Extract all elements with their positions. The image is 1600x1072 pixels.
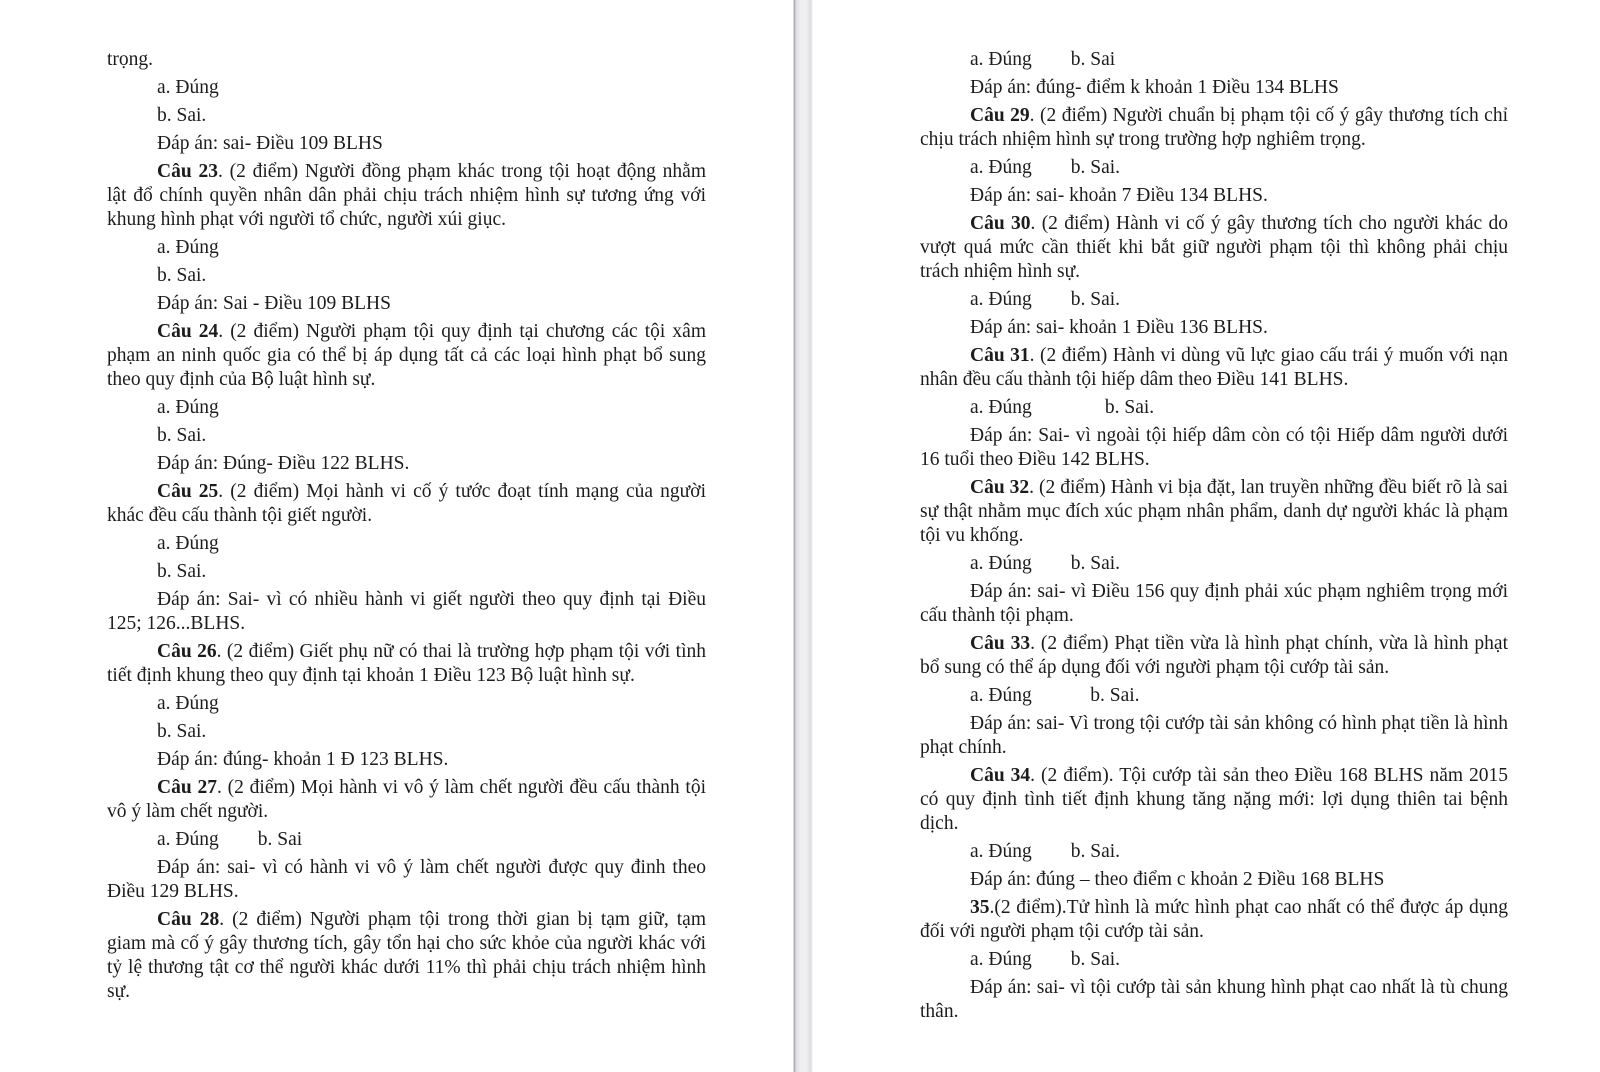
answer-23-text: Đáp án: Sai - Điều 109 BLHS — [157, 293, 391, 314]
page-left — [0, 0, 793, 1072]
option-b-text: b. Sai. — [157, 105, 207, 126]
option-row-ab-text: a. Đúng b. Sai. — [970, 157, 1121, 178]
option-row-ab-text: a. Đúng b. Sai — [970, 49, 1116, 70]
answer-32-text: Đáp án: sai- vì Điều 156 quy định phải xúc phạm nghiêm trọng mới cấu thành tội phạm. — [920, 581, 1508, 626]
option-row-ab — [920, 48, 1508, 72]
question-30-number: Câu 30 — [970, 213, 1031, 234]
answer-33-text: Đáp án: sai- Vì trong tội cướp tài sản không có hình phạt tiền là hình phạt chính. — [920, 713, 1508, 758]
question-23-text: . (2 điểm) Người đồng phạm khác trong tội hoạt động nhằm lật đổ chính quyền nhân dân phải chịu trách nhiệm hình sự tương ứng với khung hình phạt với người tổ chức, người xúi giục. — [107, 161, 706, 230]
option-b — [107, 104, 706, 128]
question-30 — [920, 212, 1508, 284]
question-26-text: . (2 điểm) Giết phụ nữ có thai là trường hợp phạm tội với tình tiết định khung theo quy định tại khoản 1 Điều 123 Bộ luật hình sự. — [107, 641, 706, 686]
question-31 — [920, 344, 1508, 392]
answer-22 — [107, 132, 706, 156]
page-right-content — [920, 48, 1508, 1028]
option-row-ab — [107, 828, 706, 852]
option-row-ab — [920, 552, 1508, 576]
question-24-text: . (2 điểm) Người phạm tội quy định tại chương các tội xâm phạm an ninh quốc gia có thể bị áp dụng tất cả các loại hình phạt bổ sung theo quy định của Bộ luật hình sự. — [107, 321, 706, 390]
question-27-text: . (2 điểm) Mọi hành vi vô ý làm chết người đều cấu thành tội vô ý làm chết người. — [107, 777, 706, 822]
page-gutter-divider — [793, 0, 813, 1072]
question-29-number: Câu 29 — [970, 105, 1030, 126]
option-row-ab — [920, 684, 1508, 708]
question-25 — [107, 480, 706, 528]
question-28-number: Câu 28 — [157, 909, 220, 930]
answer-29 — [920, 184, 1508, 208]
answer-34-text: Đáp án: đúng – theo điểm c khoản 2 Điều 168 BLHS — [970, 869, 1385, 890]
question-31-text: . (2 điểm) Hành vi dùng vũ lực giao cấu trái ý muốn với nạn nhân đều cấu thành tội hiếp dâm theo Điều 141 BLHS. — [920, 345, 1508, 390]
question-28-text: . (2 điểm) Người phạm tội trong thời gian bị tạm giữ, tạm giam mà cố ý gây thương tích, gây tổn hại cho sức khỏe của người khác với tỷ lệ thương tật cơ thể người khác dưới 11% thì phải chịu trách nhiệm hình sự. — [107, 909, 706, 1002]
option-a-text: a. Đúng — [157, 77, 219, 98]
option-a — [107, 76, 706, 100]
answer-32 — [920, 580, 1508, 628]
question-27 — [107, 776, 706, 824]
question-29-text: . (2 điểm) Người chuẩn bị phạm tội cố ý gây thương tích chỉ chịu trách nhiệm hình sự trong trường hợp nghiêm trọng. — [920, 105, 1508, 150]
answer-28-text: Đáp án: đúng- điểm k khoản 1 Điều 134 BLHS — [970, 77, 1339, 98]
answer-22-text: Đáp án: sai- Điều 109 BLHS — [157, 133, 383, 154]
answer-35-text: Đáp án: sai- vì tội cướp tài sản khung hình phạt cao nhất là tù chung thân. — [920, 977, 1508, 1022]
option-b — [107, 424, 706, 448]
question-26 — [107, 640, 706, 688]
option-a-text: a. Đúng — [157, 397, 219, 418]
option-row-ab-text: a. Đúng b. Sai. — [970, 841, 1121, 862]
answer-30-text: Đáp án: sai- khoản 1 Điều 136 BLHS. — [970, 317, 1268, 338]
option-row-ab — [920, 948, 1508, 972]
option-a — [107, 532, 706, 556]
page-left-content — [107, 48, 706, 1008]
question-30-text: . (2 điểm) Hành vi cố ý gây thương tích cho người khác do vượt quá mức cần thiết khi bắt giữ người phạm tội thì không phải chịu trách nhiệm hình sự. — [920, 213, 1508, 282]
answer-31 — [920, 424, 1508, 472]
answer-24-text: Đáp án: Đúng- Điều 122 BLHS. — [157, 453, 410, 474]
question-25-number: Câu 25 — [157, 481, 219, 502]
question-33-text: . (2 điểm) Phạt tiền vừa là hình phạt chính, vừa là hình phạt bổ sung có thể áp dụng đối với người phạm tội cướp tài sản. — [920, 633, 1508, 678]
answer-31-text: Đáp án: Sai- vì ngoài tội hiếp dâm còn có tội Hiếp dâm người dưới 16 tuổi theo Điều 142 BLHS. — [920, 425, 1508, 470]
question-23 — [107, 160, 706, 232]
question-27-number: Câu 27 — [157, 777, 217, 798]
option-b — [107, 720, 706, 744]
option-row-ab — [920, 396, 1508, 420]
question-32 — [920, 476, 1508, 548]
question-34-number: Câu 34 — [970, 765, 1031, 786]
answer-23 — [107, 292, 706, 316]
option-row-ab — [920, 156, 1508, 180]
option-row-ab-text: a. Đúng b. Sai. — [970, 685, 1140, 706]
option-b — [107, 264, 706, 288]
question-29 — [920, 104, 1508, 152]
option-row-ab — [920, 840, 1508, 864]
question-35-text: .(2 điểm).Tử hình là mức hình phạt cao nhất có thể được áp dụng đối với người phạm tội cướp tài sản. — [920, 897, 1508, 942]
option-a — [107, 692, 706, 716]
answer-35 — [920, 976, 1508, 1024]
question-32-number: Câu 32 — [970, 477, 1030, 498]
option-row-ab-text: a. Đúng b. Sai. — [970, 553, 1121, 574]
answer-33 — [920, 712, 1508, 760]
paragraph-continuation — [107, 48, 706, 72]
option-b-text: b. Sai. — [157, 561, 207, 582]
option-row-ab — [920, 288, 1508, 312]
option-row-ab-text: a. Đúng b. Sai. — [970, 949, 1121, 970]
option-a-text: a. Đúng — [157, 693, 219, 714]
answer-26-text: Đáp án: đúng- khoản 1 Đ 123 BLHS. — [157, 749, 449, 770]
question-24-number: Câu 24 — [157, 321, 219, 342]
option-a — [107, 396, 706, 420]
paragraph-continuation-text: trọng. — [107, 49, 154, 70]
answer-26 — [107, 748, 706, 772]
answer-28 — [920, 76, 1508, 100]
page-right — [813, 0, 1600, 1072]
question-35 — [920, 896, 1508, 944]
answer-30 — [920, 316, 1508, 340]
option-a-text: a. Đúng — [157, 237, 219, 258]
answer-24 — [107, 452, 706, 476]
question-24 — [107, 320, 706, 392]
option-row-ab-text: a. Đúng b. Sai — [157, 829, 303, 850]
option-a — [107, 236, 706, 260]
question-33 — [920, 632, 1508, 680]
option-row-ab-text: a. Đúng b. Sai. — [970, 289, 1121, 310]
option-a-text: a. Đúng — [157, 533, 219, 554]
question-28 — [107, 908, 706, 1004]
answer-27-text: Đáp án: sai- vì có hành vi vô ý làm chết người được quy đinh theo Điều 129 BLHS. — [107, 857, 706, 902]
answer-25 — [107, 588, 706, 636]
question-34-text: . (2 điểm). Tội cướp tài sản theo Điều 168 BLHS năm 2015 có quy định tình tiết định khung tăng nặng mới: lợi dụng thiên tai bệnh dịch. — [920, 765, 1508, 834]
option-b-text: b. Sai. — [157, 425, 207, 446]
question-26-number: Câu 26 — [157, 641, 217, 662]
option-b-text: b. Sai. — [157, 265, 207, 286]
option-b-text: b. Sai. — [157, 721, 207, 742]
question-35-number: 35 — [970, 897, 990, 918]
question-33-number: Câu 33 — [970, 633, 1031, 654]
option-b — [107, 560, 706, 584]
answer-25-text: Đáp án: Sai- vì có nhiều hành vi giết người theo quy định tại Điều 125; 126...BLHS. — [107, 589, 706, 634]
question-23-number: Câu 23 — [157, 161, 218, 182]
answer-29-text: Đáp án: sai- khoản 7 Điều 134 BLHS. — [970, 185, 1268, 206]
answer-27 — [107, 856, 706, 904]
option-row-ab-text: a. Đúng b. Sai. — [970, 397, 1155, 418]
question-25-text: . (2 điểm) Mọi hành vi cố ý tước đoạt tính mạng của người khác đều cấu thành tội giết người. — [107, 481, 706, 526]
question-31-number: Câu 31 — [970, 345, 1030, 366]
question-34 — [920, 764, 1508, 836]
question-32-text: . (2 điểm) Hành vi bịa đặt, lan truyền những đều biết rõ là sai sự thật nhằm mục đích xúc phạm nhân phẩm, danh dự người khác là phạm tội vu khống. — [920, 477, 1508, 546]
answer-34 — [920, 868, 1508, 892]
